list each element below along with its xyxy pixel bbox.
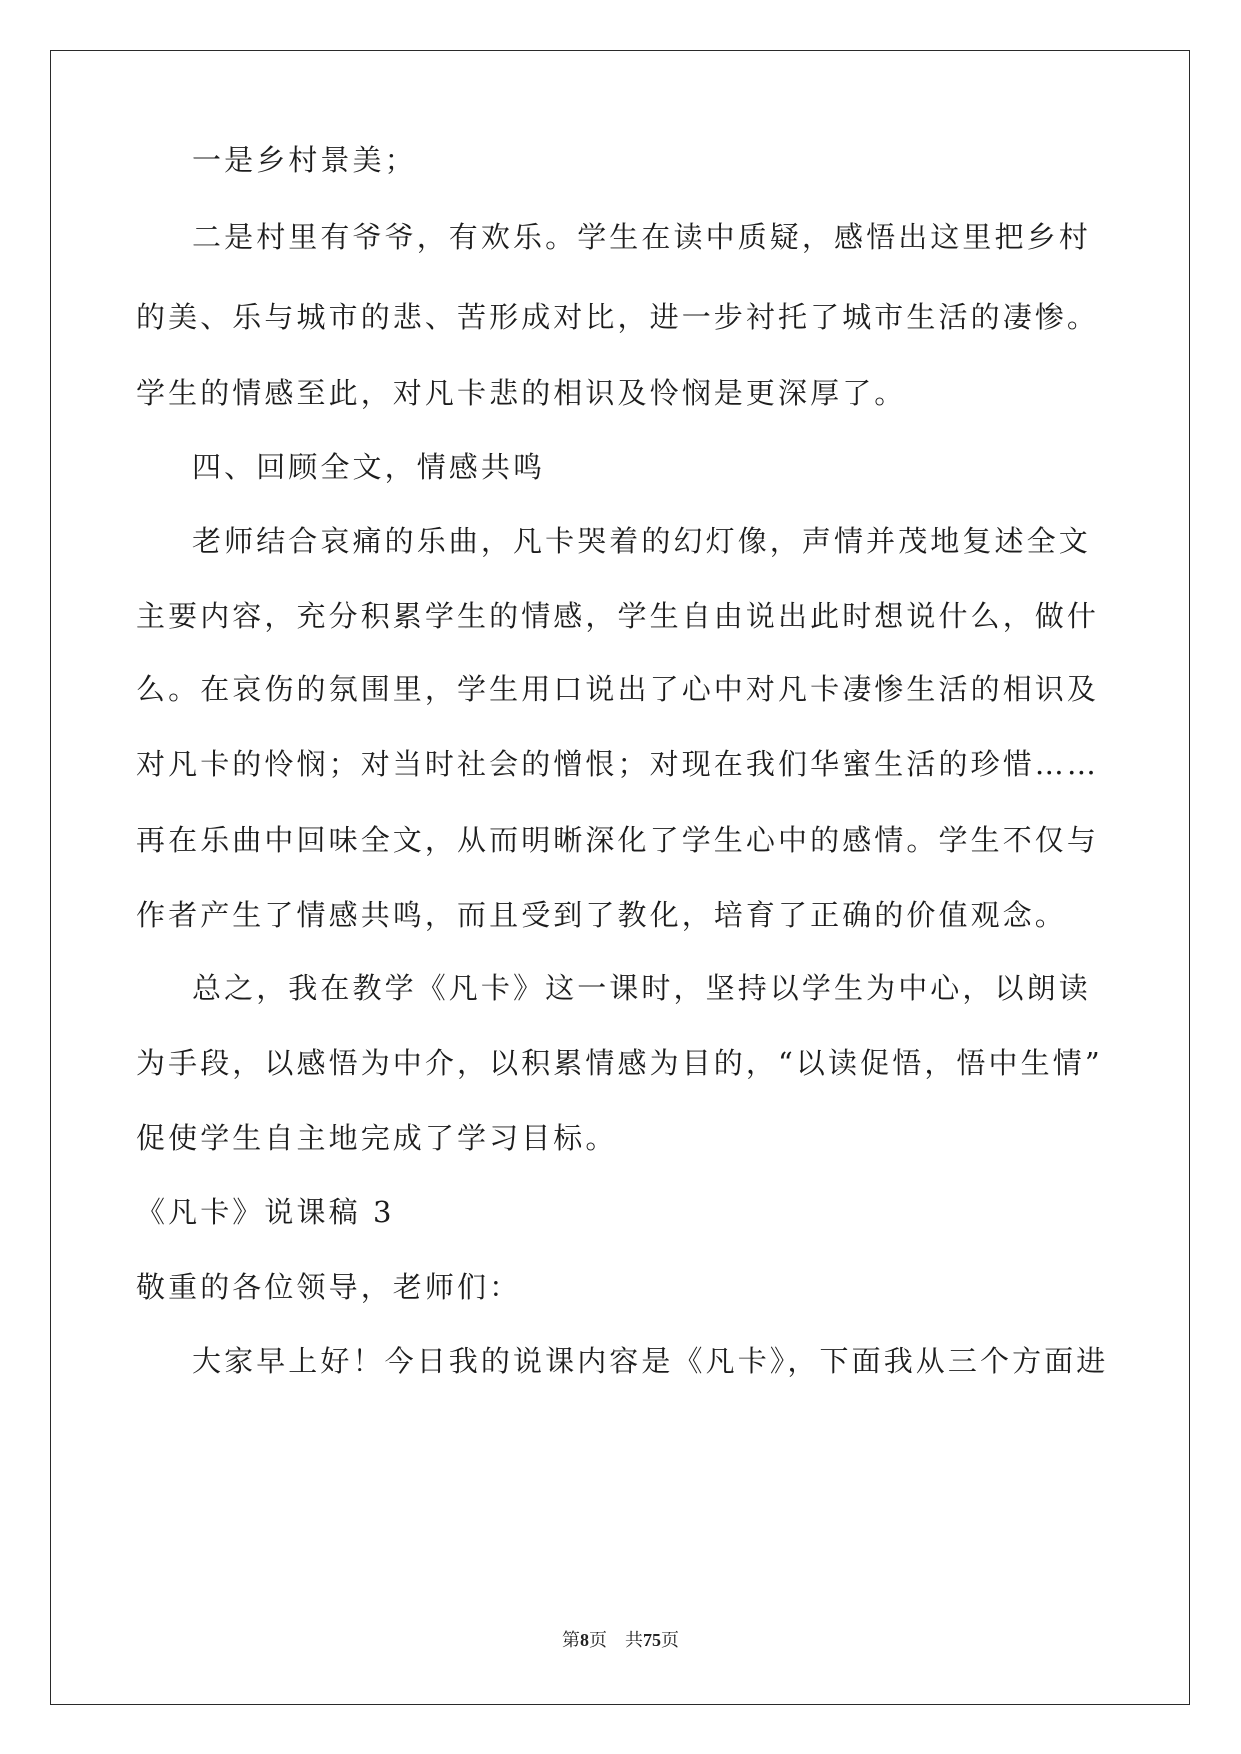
section-heading: 四、回顾全文，情感共鸣 xyxy=(192,450,546,484)
page-number: 8 xyxy=(580,1630,589,1650)
paragraph-line: 么。在哀伤的氛围里，学生用口说出了心中对凡卡凄惨生活的相识及 xyxy=(136,672,1100,706)
paragraph-line: 一是乡村景美； xyxy=(192,143,417,177)
total-prefix: 共 xyxy=(625,1630,643,1651)
paragraph-line: 的美、乐与城市的悲、苦形成对比，进一步衬托了城市生活的凄惨。 xyxy=(136,300,1100,334)
page-prefix: 第 xyxy=(562,1630,580,1651)
paragraph-line: 学生的情感至此，对凡卡悲的相识及怜悯是更深厚了。 xyxy=(136,376,907,410)
paragraph-line: 作者产生了情感共鸣，而且受到了教化，培育了正确的价值观念。 xyxy=(136,898,1067,932)
paragraph-line: 大家早上好！今日我的说课内容是《凡卡》，下面我从三个方面进 xyxy=(192,1344,1109,1378)
paragraph-line: 主要内容，充分积累学生的情感，学生自由说出此时想说什么，做什 xyxy=(136,599,1100,633)
paragraph-line: 为手段，以感悟为中介，以积累情感为目的，“以读促悟，悟中生情” xyxy=(136,1046,1103,1080)
paragraph-line: 促使学生自主地完成了学习目标。 xyxy=(136,1121,618,1155)
total-suffix: 页 xyxy=(661,1630,679,1651)
salutation: 敬重的各位领导，老师们： xyxy=(136,1270,522,1304)
document-title: 《凡卡》说课稿 3 xyxy=(136,1195,395,1229)
paragraph-line: 总之，我在教学《凡卡》这一课时，坚持以学生为中心，以朗读 xyxy=(192,971,1091,1005)
total-pages: 75 xyxy=(643,1630,661,1650)
paragraph-line: 老师结合哀痛的乐曲，凡卡哭着的幻灯像，声情并茂地复述全文 xyxy=(192,524,1091,558)
paragraph-line: 再在乐曲中回味全文，从而明晰深化了学生心中的感情。学生不仅与 xyxy=(136,823,1100,857)
page-suffix: 页 xyxy=(589,1630,607,1651)
page-footer xyxy=(0,1628,1241,1653)
paragraph-line: 对凡卡的怜悯；对当时社会的憎恨；对现在我们华蜜生活的珍惜…… xyxy=(136,747,1100,781)
paragraph-line: 二是村里有爷爷，有欢乐。学生在读中质疑，感悟出这里把乡村 xyxy=(192,220,1091,254)
